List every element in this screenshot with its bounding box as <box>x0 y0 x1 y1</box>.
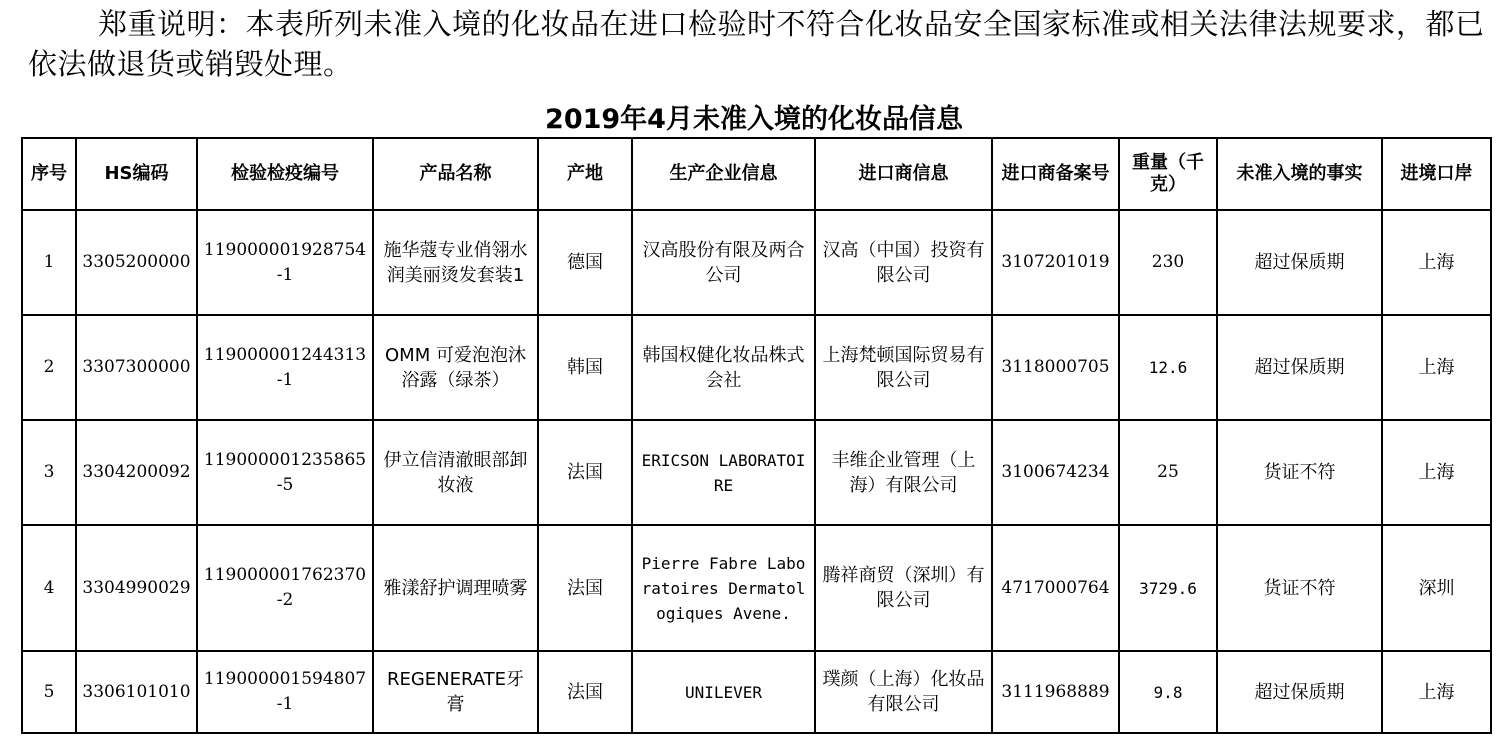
cell-importer: 丰维企业管理（上海）有限公司 <box>815 420 992 525</box>
cell-product-name: REGENERATE牙膏 <box>373 651 538 733</box>
cell-seq: 2 <box>22 315 76 420</box>
header-record-no: 进口商备案号 <box>992 138 1119 210</box>
cell-importer: 上海梵顿国际贸易有限公司 <box>815 315 992 420</box>
cell-hs-code: 3304200092 <box>76 420 197 525</box>
header-hs-code: HS编码 <box>76 138 197 210</box>
cell-reason: 货证不符 <box>1217 420 1382 525</box>
cell-record-no: 3100674234 <box>992 420 1119 525</box>
cell-record-no: 3118000705 <box>992 315 1119 420</box>
header-importer: 进口商信息 <box>815 138 992 210</box>
header-port: 进境口岸 <box>1382 138 1491 210</box>
cell-seq: 4 <box>22 525 76 651</box>
table-row <box>22 651 1491 733</box>
header-inspection-no: 检验检疫编号 <box>197 138 373 210</box>
cell-hs-code: 3306101010 <box>76 651 197 733</box>
cell-manufacturer: ERICSON LABORATOIRE <box>632 420 815 525</box>
cell-port: 上海 <box>1382 651 1491 733</box>
table-title: 2019年4月未准入境的化妆品信息 <box>545 104 963 135</box>
cell-origin: 韩国 <box>538 315 632 420</box>
cell-origin: 法国 <box>538 420 632 525</box>
cell-weight: 25 <box>1119 420 1217 525</box>
cell-origin: 德国 <box>538 210 632 315</box>
cell-seq: 1 <box>22 210 76 315</box>
table-row <box>22 210 1491 315</box>
header-origin: 产地 <box>538 138 632 210</box>
header-row <box>22 138 1491 210</box>
cell-reason: 超过保质期 <box>1217 210 1382 315</box>
cell-port: 上海 <box>1382 210 1491 315</box>
cell-product-name: 伊立信清澈眼部卸妆液 <box>373 420 538 525</box>
cell-weight: 9.8 <box>1119 651 1217 733</box>
cell-inspection-no: 119000001594807-1 <box>197 651 373 733</box>
cell-record-no: 3111968889 <box>992 651 1119 733</box>
header-reason: 未准入境的事实 <box>1217 138 1382 210</box>
header-manufacturer: 生产企业信息 <box>632 138 815 210</box>
cell-manufacturer: Pierre Fabre Laboratoires Dermatologiques Avene. <box>632 525 815 651</box>
header-seq: 序号 <box>22 138 76 210</box>
table-row <box>22 315 1491 420</box>
cell-importer: 腾祥商贸（深圳）有限公司 <box>815 525 992 651</box>
cell-origin: 法国 <box>538 525 632 651</box>
cell-seq: 3 <box>22 420 76 525</box>
cell-weight: 230 <box>1119 210 1217 315</box>
cell-record-no: 3107201019 <box>992 210 1119 315</box>
cell-reason: 超过保质期 <box>1217 315 1382 420</box>
cell-manufacturer: 韩国权健化妆品株式会社 <box>632 315 815 420</box>
cell-port: 深圳 <box>1382 525 1491 651</box>
table-row <box>22 525 1491 651</box>
cosmetics-table <box>21 137 1492 734</box>
header-weight: 重量（千克） <box>1119 138 1217 210</box>
cell-importer: 璞颜（上海）化妆品有限公司 <box>815 651 992 733</box>
cell-record-no: 4717000764 <box>992 525 1119 651</box>
cell-inspection-no: 119000001244313-1 <box>197 315 373 420</box>
cell-hs-code: 3305200000 <box>76 210 197 315</box>
cell-product-name: 施华蔻专业俏翎水润美丽烫发套装1 <box>373 210 538 315</box>
table-row <box>22 420 1491 525</box>
cell-inspection-no: 119000001235865-5 <box>197 420 373 525</box>
cell-inspection-no: 119000001762370-2 <box>197 525 373 651</box>
cell-reason: 货证不符 <box>1217 525 1382 651</box>
cell-port: 上海 <box>1382 315 1491 420</box>
cell-manufacturer: UNILEVER <box>632 651 815 733</box>
cell-port: 上海 <box>1382 420 1491 525</box>
cell-inspection-no: 119000001928754-1 <box>197 210 373 315</box>
cell-origin: 法国 <box>538 651 632 733</box>
cell-product-name: OMM 可爱泡泡沐浴露（绿茶） <box>373 315 538 420</box>
header-product-name: 产品名称 <box>373 138 538 210</box>
cell-manufacturer: 汉高股份有限及两合公司 <box>632 210 815 315</box>
cell-weight: 3729.6 <box>1119 525 1217 651</box>
cell-reason: 超过保质期 <box>1217 651 1382 733</box>
cell-product-name: 雅漾舒护调理喷雾 <box>373 525 538 651</box>
cell-hs-code: 3304990029 <box>76 525 197 651</box>
statement-text: 郑重说明：本表所列未准入境的化妆品在进口检验时不符合化妆品安全国家标准或相关法律法规要求，都已依法做退货或销毁处理。 <box>28 7 1485 81</box>
cell-importer: 汉高（中国）投资有限公司 <box>815 210 992 315</box>
cell-hs-code: 3307300000 <box>76 315 197 420</box>
cell-seq: 5 <box>22 651 76 733</box>
cell-weight: 12.6 <box>1119 315 1217 420</box>
